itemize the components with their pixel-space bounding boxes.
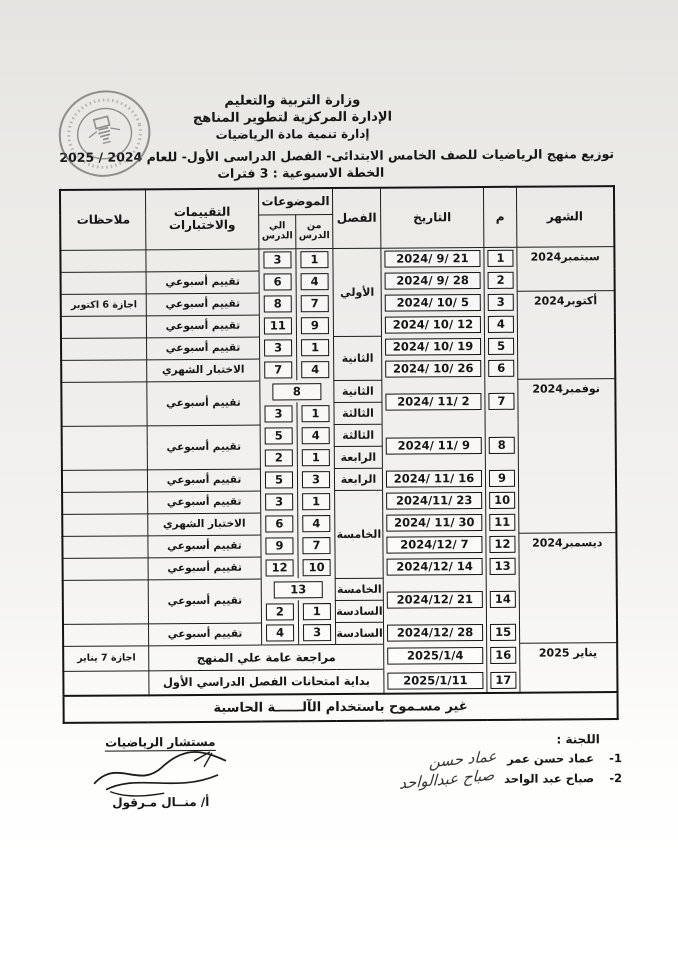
date-cell — [381, 247, 484, 270]
date-box: 2024/12/ 14 — [387, 557, 483, 575]
serial-box: 16 — [490, 647, 516, 664]
month-cell: أكتوبر2024 — [517, 290, 615, 379]
curriculum-table — [59, 185, 618, 724]
table-row — [61, 246, 614, 272]
exams-start-cell: بداية امتحانات الفصل الدراسي الأول — [149, 669, 384, 696]
serial-cell — [486, 577, 519, 621]
lesson-box: 1 — [300, 251, 328, 268]
lesson-to-cell — [261, 556, 298, 578]
assessment-cell: تقييم أسبوعي — [147, 469, 260, 492]
date-box: 2024/12/ 21 — [387, 590, 483, 608]
serial-cell — [486, 511, 519, 533]
lesson-from-cell — [296, 248, 333, 270]
lesson-to-cell — [261, 534, 298, 556]
member-number: 1- — [609, 751, 622, 766]
serial-cell — [485, 357, 518, 379]
lesson-box: 2 — [266, 603, 294, 620]
date-cell — [383, 577, 486, 622]
assessment-cell: تقييم أسبوعي — [146, 337, 259, 360]
lesson-box: 4 — [301, 273, 329, 290]
central-administration: الإدارة المركزية لتطوير المناهج — [192, 109, 393, 127]
serial-box: 8 — [489, 436, 515, 453]
lesson-from-cell — [297, 424, 334, 446]
notes-cell — [61, 337, 146, 360]
serial-box: 13 — [490, 557, 516, 574]
notes-cell — [63, 579, 148, 624]
chapter-cell: الثانية — [333, 336, 381, 380]
date-cell — [383, 489, 486, 512]
assessment-cell: تقييم أسبوعي — [147, 381, 260, 426]
lesson-to-cell — [259, 270, 296, 292]
lesson-from-cell — [298, 600, 335, 622]
assessment-cell: تقييم أسبوعي — [146, 293, 259, 316]
assessment-cell: تقييم أسبوعي — [148, 623, 261, 646]
lesson-box: 1 — [302, 493, 330, 510]
lesson-box: 5 — [265, 471, 293, 488]
lesson-merged-cell — [260, 380, 334, 403]
serial-box: 17 — [490, 671, 516, 688]
assessment-cell: تقييم أسبوعي — [147, 425, 260, 470]
lesson-to-cell — [260, 446, 297, 468]
serial-box: 9 — [489, 469, 515, 486]
table-row — [64, 692, 617, 723]
date-box: 2025/1/4 — [387, 647, 483, 665]
general-review-cell: مراجعة عامة علي المنهج — [149, 644, 384, 671]
lesson-box: 10 — [303, 559, 331, 576]
col-month-header: الشهر — [516, 186, 613, 247]
lesson-box: 4 — [301, 361, 329, 378]
serial-cell — [484, 269, 517, 291]
lesson-to-cell — [260, 358, 297, 380]
serial-cell — [484, 291, 517, 313]
lesson-box: 3 — [264, 405, 292, 422]
lesson-to-cell — [260, 402, 297, 424]
date-cell — [382, 467, 485, 490]
serial-cell — [487, 668, 520, 693]
notes-cell — [61, 249, 146, 272]
lesson-from-cell — [298, 512, 335, 534]
member-number: 2- — [609, 771, 623, 786]
serial-cell — [485, 423, 518, 467]
serial-cell — [486, 489, 519, 511]
serial-cell — [487, 643, 520, 668]
date-cell — [382, 357, 485, 380]
date-cell — [383, 621, 486, 644]
date-cell — [381, 269, 484, 292]
weekly-plan-line: الخطة الاسبوعية : 3 فترات — [217, 164, 385, 181]
lesson-box: 12 — [266, 559, 294, 576]
assessment-cell: تقييم أسبوعي — [148, 579, 261, 624]
lesson-to-cell — [259, 336, 296, 358]
date-box: 2024/ 10/ 26 — [385, 360, 481, 378]
col-topics-header: الموضوعات — [258, 188, 332, 215]
serial-cell — [485, 379, 518, 423]
table-row — [62, 378, 615, 404]
assessment-cell: تقييم أسبوعي — [146, 315, 259, 338]
lesson-box: 6 — [265, 515, 293, 532]
member-signature: عماد حسن — [429, 746, 498, 772]
consultant-title: مستشار الرياضيات — [105, 734, 216, 750]
consultant-signature-icon — [68, 747, 253, 800]
lesson-from-cell — [298, 490, 335, 512]
date-box: 2024/ 11/ 16 — [386, 470, 482, 488]
document-footer — [2, 728, 678, 883]
notes-cell — [62, 425, 147, 470]
notes-cell — [61, 315, 146, 338]
lesson-box: 1 — [301, 405, 329, 422]
serial-box: 5 — [488, 337, 514, 354]
serial-cell — [484, 313, 517, 335]
lesson-to-cell — [261, 490, 298, 512]
col-date-header: التاريخ — [380, 187, 483, 248]
chapter-cell: الثالثة — [334, 424, 382, 446]
chapter-cell: السادسة — [335, 622, 383, 644]
lesson-from-cell — [296, 292, 333, 314]
committee-member — [322, 765, 623, 793]
lesson-from-cell — [297, 358, 334, 380]
lesson-box: 3 — [303, 624, 331, 641]
lesson-box: 7 — [302, 537, 330, 554]
lesson-from-cell — [296, 270, 333, 292]
lesson-box: 8 — [272, 383, 321, 400]
lesson-box: 4 — [302, 427, 330, 444]
date-cell — [384, 668, 487, 694]
lesson-from-cell — [297, 446, 334, 468]
lesson-to-cell — [261, 512, 298, 534]
chapter-cell: الخامسة — [335, 490, 384, 578]
serial-cell — [486, 533, 519, 555]
date-box: 2024/12/ 7 — [386, 536, 482, 554]
date-cell — [382, 379, 485, 424]
lesson-to-cell — [259, 314, 296, 336]
lesson-from-cell — [297, 402, 334, 424]
lesson-box: 3 — [302, 471, 330, 488]
consultant-name: أ/ منــال مـرقول — [112, 794, 210, 810]
math-development-department: إدارة تنمية مادة الرياضيات — [215, 126, 370, 142]
notes-cell — [61, 271, 146, 294]
date-box: 2024/11/ 23 — [386, 492, 482, 510]
month-cell: يناير 2025 — [520, 642, 617, 693]
serial-box: 4 — [488, 315, 514, 332]
notes-cell — [63, 623, 148, 646]
committee-label: اللجنة : — [556, 732, 600, 747]
document-title: توزيع منهج الرياضيات للصف الخامس الابتدائى- الفصل الدراسى الأول- للعام 2024 / 2025 — [59, 146, 615, 165]
no-calculator-note: غير مسـموح باستخدام الآلــــــة الحاسبة — [64, 692, 617, 723]
date-box: 2024/ 9/ 28 — [385, 272, 481, 290]
serial-cell — [485, 467, 518, 489]
date-cell — [381, 291, 484, 314]
lesson-box: 6 — [264, 273, 292, 290]
month-cell: ديسمبر2024 — [519, 532, 617, 643]
lesson-box: 3 — [265, 493, 293, 510]
serial-box: 15 — [490, 623, 516, 640]
ministry-name: وزارة التربية والتعليم — [224, 92, 361, 109]
notes-cell — [62, 469, 147, 492]
lesson-box: 1 — [303, 603, 331, 620]
assessment-cell: الاختبار الشهري — [147, 359, 260, 382]
serial-cell — [486, 555, 519, 577]
col-no-header: م — [483, 187, 516, 247]
chapter-cell: الثانية — [334, 380, 382, 402]
serial-box: 3 — [488, 293, 514, 310]
date-cell — [383, 533, 486, 556]
month-cell: سبتمبر2024 — [517, 246, 614, 291]
col-assessments-header: التقييمات والاختبارات — [145, 189, 258, 250]
assessment-cell: الاختبار الشهري — [148, 513, 261, 536]
table-row — [64, 642, 617, 671]
date-cell — [381, 335, 484, 358]
date-box: 2024/ 9/ 21 — [384, 250, 480, 268]
lesson-to-cell — [259, 292, 296, 314]
date-cell — [381, 313, 484, 336]
serial-box: 12 — [489, 535, 515, 552]
lesson-box: 11 — [264, 317, 292, 334]
lesson-to-cell — [260, 424, 297, 446]
lesson-box: 5 — [265, 427, 293, 444]
date-cell — [383, 511, 486, 534]
assessment-cell: تقييم أسبوعي — [148, 557, 261, 580]
serial-cell — [484, 335, 517, 357]
date-box: 2024/ 11/ 9 — [386, 437, 482, 455]
date-box: 2024/ 11/ 30 — [386, 514, 482, 532]
month-cell: نوفمبر2024 — [518, 378, 616, 533]
lesson-box: 9 — [301, 317, 329, 334]
notes-cell — [62, 359, 147, 382]
notes-cell — [62, 381, 147, 426]
lesson-box: 7 — [301, 295, 329, 312]
lesson-to-cell — [259, 248, 296, 270]
notes-cell — [63, 491, 148, 514]
lesson-box: 2 — [265, 449, 293, 466]
date-box: 2025/1/11 — [387, 671, 483, 689]
serial-box: 6 — [488, 359, 514, 376]
committee-block — [322, 732, 623, 793]
date-box: 2024/ 10/ 19 — [385, 338, 481, 356]
lesson-to-cell — [261, 600, 298, 622]
col-from-lesson-header: من الدرس — [296, 214, 333, 248]
member-signature: صباح عبدالواحد — [398, 765, 495, 793]
lesson-from-cell — [296, 336, 333, 358]
lesson-box: 7 — [264, 361, 292, 378]
member-name: صباح عبد الواحد — [504, 771, 595, 786]
notes-cell — [63, 535, 148, 558]
chapter-cell: الخامسة — [335, 578, 383, 600]
notes-cell — [63, 513, 148, 536]
serial-box: 11 — [489, 513, 515, 530]
lesson-box: 3 — [264, 339, 292, 356]
notes-cell — [64, 670, 149, 696]
date-box: 2024/12/ 28 — [387, 623, 483, 641]
lesson-to-cell — [260, 468, 297, 490]
chapter-cell: الرابعة — [334, 468, 382, 490]
serial-box: 1 — [487, 250, 513, 267]
assessment-cell: تقييم أسبوعي — [146, 271, 259, 294]
lesson-from-cell — [298, 534, 335, 556]
assessment-cell — [146, 249, 259, 272]
lesson-box: 4 — [302, 515, 330, 532]
lesson-box: 1 — [302, 449, 330, 466]
chapter-cell: السادسة — [335, 600, 383, 622]
date-box: 2024/ 11/ 2 — [385, 393, 481, 411]
assessment-cell: تقييم أسبوعي — [148, 491, 261, 514]
serial-box: 14 — [490, 590, 516, 607]
col-notes-header: ملاحظات — [60, 189, 145, 250]
lesson-box: 4 — [266, 625, 294, 642]
lesson-from-cell — [296, 314, 333, 336]
agency-block — [0, 90, 632, 146]
lesson-from-cell — [298, 556, 335, 578]
serial-cell — [484, 247, 517, 269]
lesson-box: 8 — [264, 295, 292, 312]
notes-cell — [63, 557, 148, 580]
chapter-cell: الثالثة — [334, 402, 382, 424]
lesson-from-cell — [297, 468, 334, 490]
lesson-from-cell — [298, 622, 335, 644]
date-cell — [383, 555, 486, 578]
lesson-box: 13 — [274, 581, 323, 598]
date-cell — [382, 423, 485, 468]
date-cell — [384, 643, 487, 669]
chapter-cell: الرابعة — [334, 446, 382, 468]
date-box: 2024/ 10/ 12 — [385, 316, 481, 334]
serial-box: 10 — [489, 491, 515, 508]
notes-cell: اجازة 7 يناير — [64, 645, 149, 671]
date-box: 2024/ 10/ 5 — [385, 294, 481, 312]
lesson-merged-cell — [261, 578, 335, 601]
member-name: عماد حسن عمر — [507, 751, 594, 766]
lesson-to-cell — [261, 622, 298, 644]
assessment-cell: تقييم أسبوعي — [148, 535, 261, 558]
notes-cell: اجازة 6 اكتوبر — [61, 293, 146, 316]
consultant-block — [68, 731, 254, 810]
lesson-box: 3 — [263, 251, 291, 268]
serial-box: 7 — [488, 392, 514, 409]
col-chapter-header: الفصل — [332, 188, 380, 248]
serial-box: 2 — [488, 271, 514, 288]
serial-cell — [486, 621, 519, 643]
chapter-cell: الأولي — [333, 248, 382, 336]
lesson-box: 1 — [301, 339, 329, 356]
lesson-box: 9 — [265, 537, 293, 554]
col-to-lesson-header: الي الدرس — [259, 214, 296, 248]
